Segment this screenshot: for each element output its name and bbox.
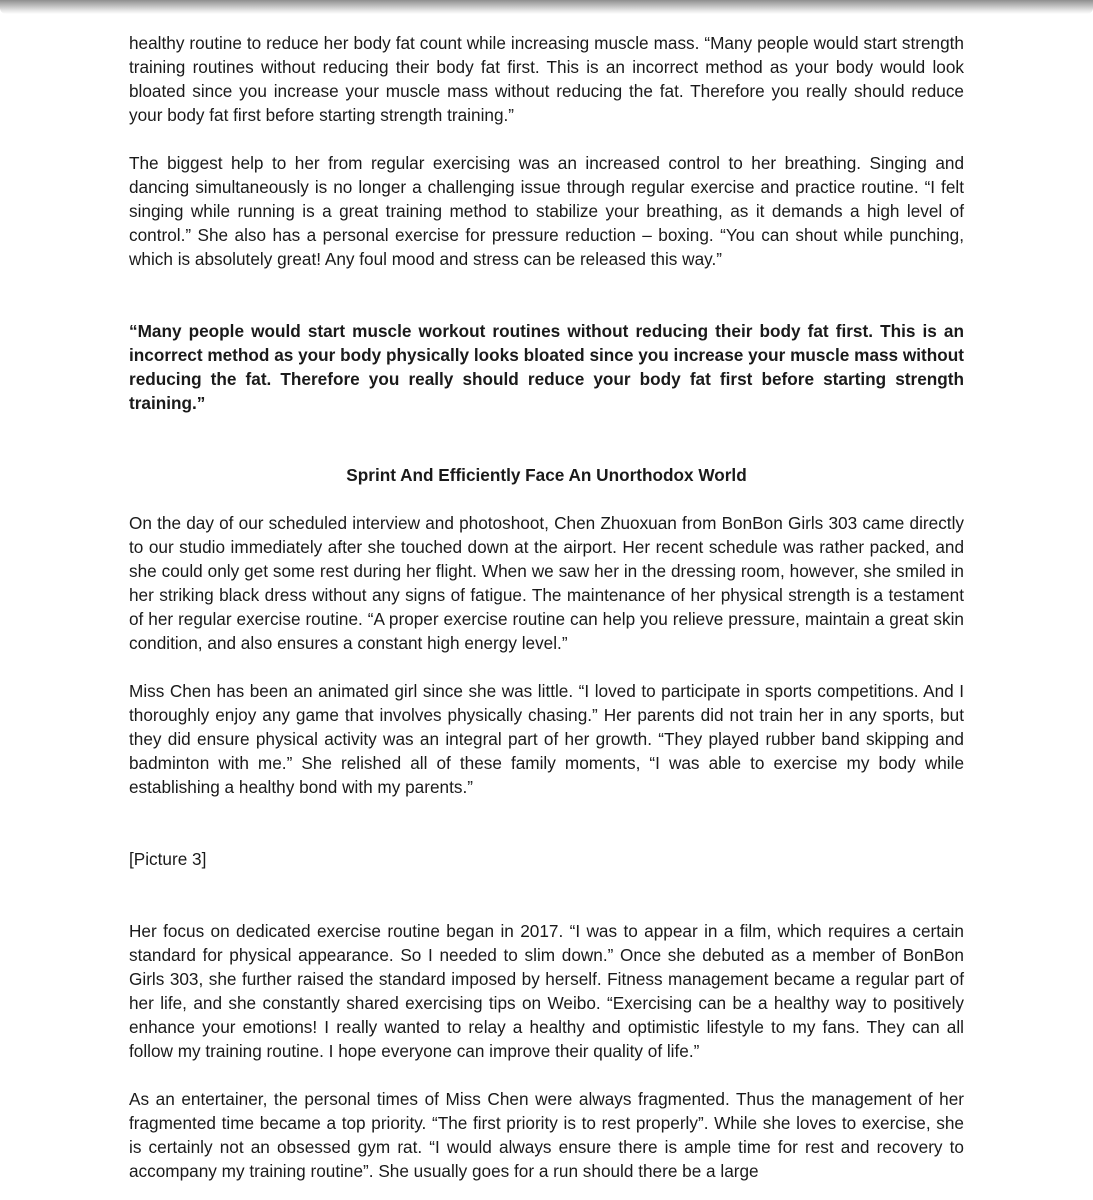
section-heading: Sprint And Efficiently Face An Unorthodox World bbox=[346, 465, 747, 485]
picture-placeholder: [Picture 3] bbox=[129, 849, 207, 869]
paragraph-body-6: As an entertainer, the personal times of Miss Chen were always fragmented. Thus the management of her fragmented time became a top priority. “The first priority is to rest properly”. While she loves to exercise, she is certainly not an obsessed gym rat. “I would always ensure there is ample time for rest and recovery to accompany my training routine”. She usually goes for a run should there be a large bbox=[129, 1089, 964, 1181]
document-page bbox=[129, 31, 964, 1183]
paragraph-body-5: Her focus on dedicated exercise routine began in 2017. “I was to appear in a film, which requires a certain standard for physical appearance. So I needed to slim down.” Once she debuted as a member of BonBon Girls 303, she further raised the standard imposed by herself. Fitness management became a regular part of her life, and she constantly shared exercising tips on Weibo. “Exercising can be a healthy way to positively enhance your emotions! I really wanted to relay a healthy and optimistic lifestyle to my fans. They can all follow my training routine. I hope everyone can improve their quality of life.” bbox=[129, 921, 964, 1061]
pull-quote: “Many people would start muscle workout routines without reducing their body fat first. This is an incorrect method as your body physically looks bloated since you increase your muscle mass without reducing the fat. Therefore you really should reduce your body fat first before starting strength training.” bbox=[129, 321, 964, 413]
paragraph-body-2: The biggest help to her from regular exercising was an increased control to her breathing. Singing and dancing simultaneously is no longer a challenging issue through regular exercise and practice routine. “I felt singing while running is a great training method to stabilize your breathing, as it demands a high level of control.” She also has a personal exercise for pressure reduction – boxing. “You can shout while punching, which is absolutely great! Any foul mood and stress can be released this way.” bbox=[129, 153, 964, 269]
top-shadow bbox=[0, 0, 1093, 14]
paragraph-body-4: Miss Chen has been an animated girl since she was little. “I loved to participate in sports competitions. And I thoroughly enjoy any game that involves physically chasing.” Her parents did not train her in any sports, but they did ensure physical activity was an integral part of her growth. “They played rubber band skipping and badminton with me.” She relished all of these family moments, “I was able to exercise my body while establishing a healthy bond with my parents.” bbox=[129, 681, 964, 797]
paragraph-body-3: On the day of our scheduled interview and photoshoot, Chen Zhuoxuan from BonBon Girls 303 came directly to our studio immediately after she touched down at the airport. Her recent schedule was rather packed, and she could only get some rest during her flight. When we saw her in the dressing room, however, she smiled in her striking black dress without any signs of fatigue. The maintenance of her physical strength is a testament of her regular exercise routine. “A proper exercise routine can help you relieve pressure, maintain a great skin condition, and also ensures a constant high energy level.” bbox=[129, 513, 964, 653]
paragraph-body-1: healthy routine to reduce her body fat count while increasing muscle mass. “Many people would start strength training routines without reducing their body fat first. This is an incorrect method as your body would look bloated since you increase your muscle mass without reducing the fat. Therefore you really should reduce your body fat first before starting strength training.” bbox=[129, 33, 964, 125]
